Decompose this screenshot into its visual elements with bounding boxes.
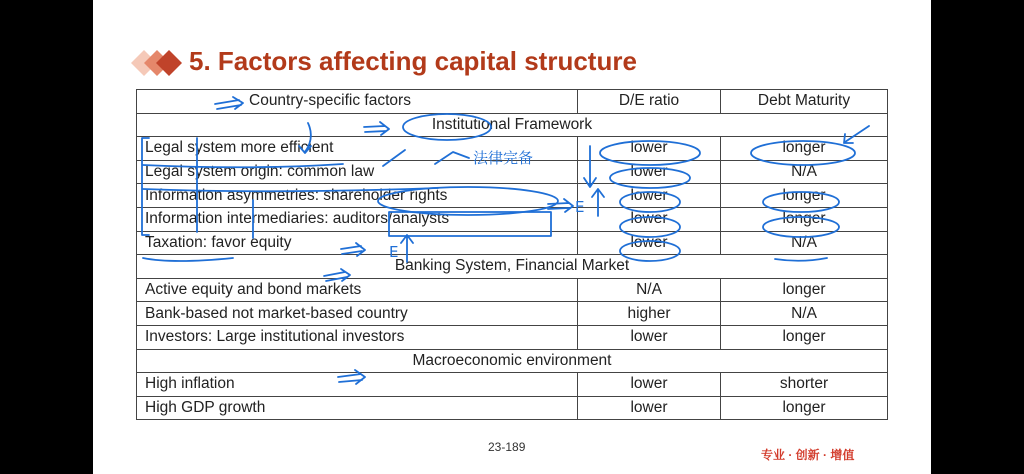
de-cell: lower (578, 231, 721, 255)
table-row (137, 184, 888, 208)
handwritten-letter: E (389, 243, 399, 261)
table-row (137, 396, 888, 420)
factor-cell: Investors: Large institutional investors (137, 325, 578, 349)
de-cell: lower (578, 373, 721, 397)
section-banking: Banking System, Financial Market (137, 255, 888, 279)
table-row (137, 207, 888, 231)
slide (93, 0, 931, 474)
factor-cell: Taxation: favor equity (137, 231, 578, 255)
handwritten-note: 法律完备 (473, 149, 534, 167)
section-macro: Macroeconomic environment (137, 349, 888, 373)
maturity-cell: longer (721, 137, 888, 161)
slide-title: 5. Factors affecting capital structure (189, 46, 637, 76)
factor-cell: Information intermediaries: auditors/analysts (137, 207, 578, 231)
de-cell: N/A (578, 278, 721, 302)
maturity-cell: longer (721, 207, 888, 231)
header-factor: Country-specific factors (137, 90, 578, 114)
maturity-cell: longer (721, 396, 888, 420)
maturity-cell: N/A (721, 231, 888, 255)
table-row (137, 373, 888, 397)
section-institutional: Institutional Framework (137, 113, 888, 137)
factors-table (136, 89, 888, 420)
maturity-cell: N/A (721, 302, 888, 326)
title-bullet-icon (131, 50, 191, 76)
factor-cell: Active equity and bond markets (137, 278, 578, 302)
page-number: 23-189 (488, 440, 526, 454)
header-de-ratio: D/E ratio (578, 90, 721, 114)
de-cell: lower (578, 207, 721, 231)
de-cell: higher (578, 302, 721, 326)
maturity-cell: longer (721, 184, 888, 208)
de-cell: lower (578, 184, 721, 208)
de-cell: lower (578, 160, 721, 184)
section-row (137, 349, 888, 373)
table-row (137, 325, 888, 349)
de-cell: lower (578, 137, 721, 161)
maturity-cell: longer (721, 325, 888, 349)
table-row (137, 137, 888, 161)
factor-cell: Legal system more efficient (137, 137, 578, 161)
table-row (137, 302, 888, 326)
factor-cell: High GDP growth (137, 396, 578, 420)
factor-cell: High inflation (137, 373, 578, 397)
maturity-cell: N/A (721, 160, 888, 184)
maturity-cell: longer (721, 278, 888, 302)
header-debt-maturity: Debt Maturity (721, 90, 888, 114)
factor-cell: Bank-based not market-based country (137, 302, 578, 326)
table-row (137, 231, 888, 255)
de-cell: lower (578, 396, 721, 420)
factor-cell: Information asymmetries: shareholder rights (137, 184, 578, 208)
maturity-cell: shorter (721, 373, 888, 397)
handwritten-letter: E (575, 198, 585, 216)
table-row (137, 278, 888, 302)
section-row (137, 113, 888, 137)
factor-cell: Legal system origin: common law (137, 160, 578, 184)
brand-slogan: 专业 · 创新 · 增值 (761, 448, 855, 462)
de-cell: lower (578, 325, 721, 349)
table-header-row (137, 90, 888, 114)
section-row (137, 255, 888, 279)
table-row (137, 160, 888, 184)
